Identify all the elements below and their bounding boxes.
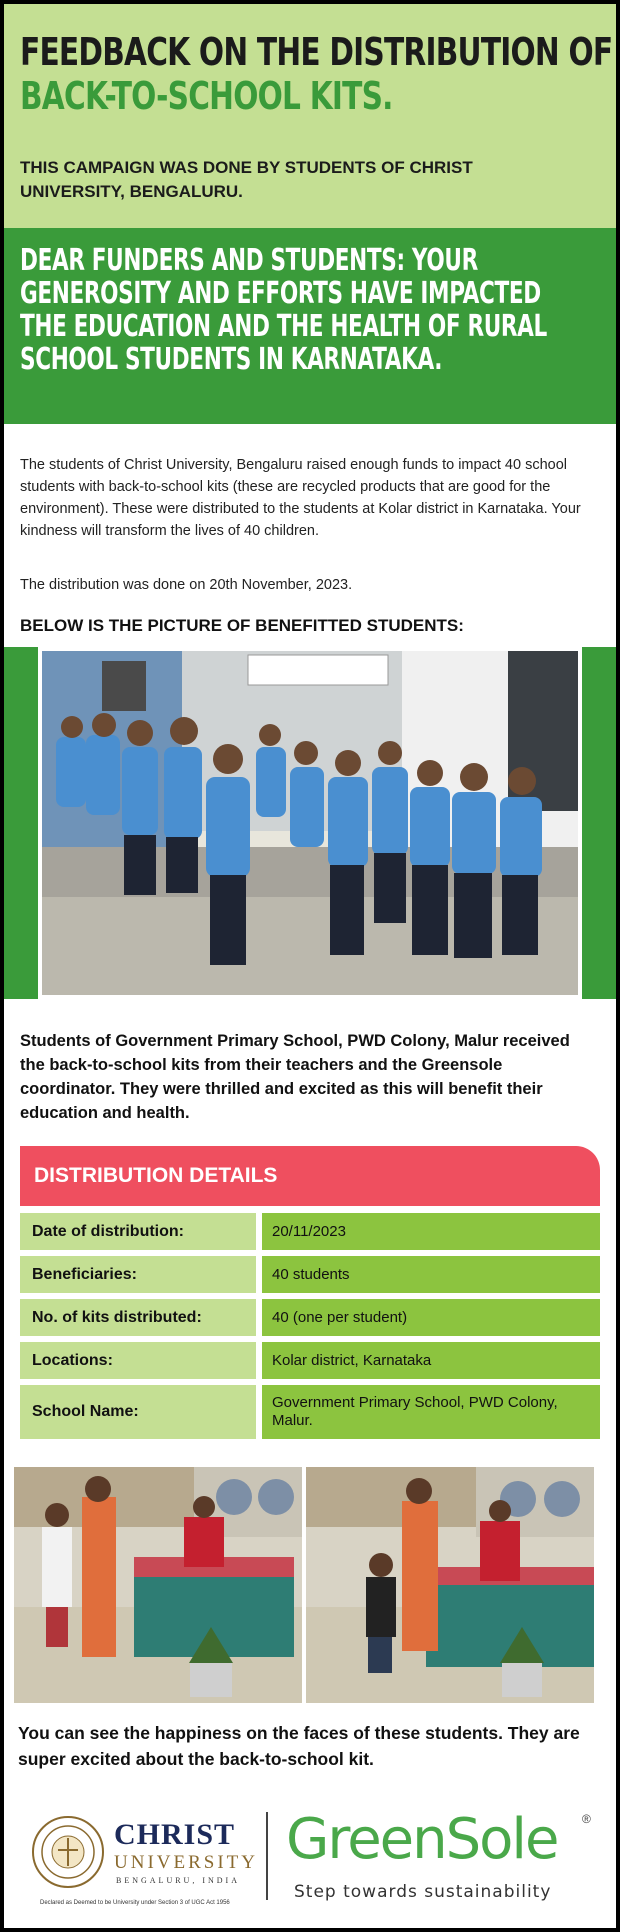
distribution-photo-left [14,1467,302,1703]
thanks-band [4,228,616,424]
title-line-1: FEEDBACK ON THE DISTRIBUTION OF [20,30,613,74]
details-row-locations [20,1342,600,1379]
details-row-beneficiaries [20,1256,600,1293]
christ-name: CHRIST [114,1818,236,1851]
group-photo-frame [4,647,616,999]
details-row-date [20,1213,600,1250]
greensole-tagline: Step towards sustainability [294,1882,552,1902]
details-label: No. of kits distributed: [20,1299,256,1336]
details-value: 40 (one per student) [262,1299,600,1336]
campaign-subtitle: THIS CAMPAIGN WAS DONE BY STUDENTS OF CHRIST UNIVERSITY, BENGALURU. [20,158,473,201]
details-value: 40 students [262,1256,600,1293]
distribution-date-note: The distribution was done on 20th November, 2023. [20,577,353,593]
group-photo [38,647,582,999]
details-row-school [20,1385,600,1439]
details-label: School Name: [20,1385,256,1439]
greensole-name: GreenSole [286,1807,558,1872]
distribution-details-header [20,1146,600,1206]
details-label: Date of distribution: [20,1213,256,1250]
distribution-details-title: DISTRIBUTION DETAILS [34,1164,278,1187]
details-row-kits [20,1299,600,1336]
footer-divider [266,1812,268,1900]
page-title [20,30,613,118]
header-section [4,4,616,228]
christ-university-word: UNIVERSITY [114,1852,258,1873]
title-line-2: BACK-TO-SCHOOL KITS. [20,74,393,118]
photo-caption: Students of Government Primary School, PWD Colony, Malur received the back-to-school kits from their teachers and the Greensole coordinator. They were thrilled and excited as this will benefit their education and health. [20,1032,570,1122]
greensole-registered-mark: ® [582,1812,591,1826]
details-label: Locations: [20,1342,256,1379]
distribution-photo-right [306,1467,594,1703]
christ-declaration: Declared as Deemed to be University under Section 3 of UGC Act 1956 [40,1900,230,1906]
christ-city: BENGALURU, INDIA [116,1876,240,1885]
details-value: Kolar district, Karnataka [262,1342,600,1379]
picture-heading: BELOW IS THE PICTURE OF BENEFITTED STUDENTS: [20,616,464,635]
footer-logos [4,1794,616,1928]
details-value: Government Primary School, PWD Colony, Malur. [262,1385,600,1439]
thanks-message: DEAR FUNDERS AND STUDENTS: YOUR GENEROSITY AND EFFORTS HAVE IMPACTED THE EDUCATION AND THE HEALTH OF RURAL SCHOOL STUDENTS IN KARNATAKA. [20,243,547,377]
greensole-logo [286,1808,606,1918]
intro-paragraph: The students of Christ University, Bengaluru raised enough funds to impact 40 school students with back-to-school kits (these are recycled products that are good for the environment). These were distributed to the students at Kolar district in Karnataka. Your kindness will transform the lives of 40 children. [20,457,581,539]
details-value: 20/11/2023 [262,1213,600,1250]
christ-seal-icon [30,1814,106,1890]
newsletter-page [4,4,616,1928]
details-label: Beneficiaries: [20,1256,256,1293]
christ-university-logo [30,1814,258,1914]
happiness-note: You can see the happiness on the faces of these students. They are super excited about the back-to-school kit. [18,1723,580,1769]
